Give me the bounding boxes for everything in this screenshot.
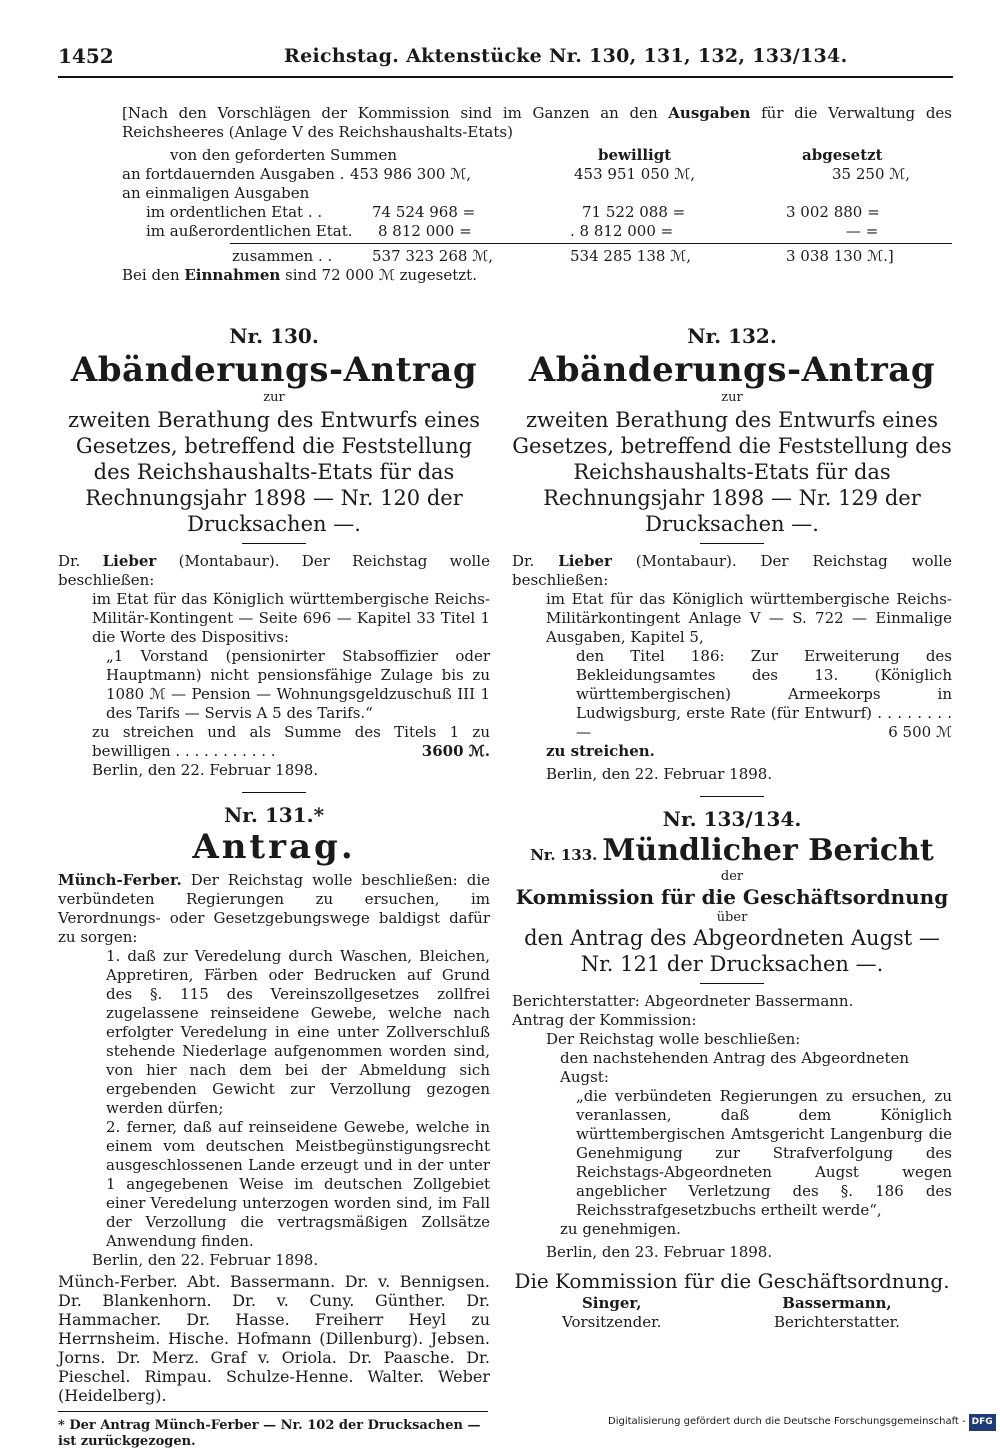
page-number: 1452 (58, 44, 114, 68)
row-abgesetzt: 3 002 880 = (786, 203, 880, 221)
nr131-title: Antrag. (192, 827, 356, 867)
nr132-author-prefix: Dr. (512, 552, 559, 570)
nr132-author-rest: (Montabaur). Der Reichstag wolle beschließen: (512, 552, 952, 589)
nr131-item-1: 1. daß zur Veredelung durch Waschen, Bleichen, Appretiren, Färben oder Bedrucken auf Grund des §. 115 des Vereinszollgesetzes zollfrei zugelassene reinseidene Gewebe, welche nach erfolgter Veredelung in eine unter Zollverschluß stehende Niederlage aufgenommen worden sind, von hier nach dem bei der Abmeldung sich ergebenden Gewicht zur Verzollung gezogen werden dürfen; (106, 947, 490, 1117)
nr132-end-rule (700, 796, 764, 797)
intro-ausgaben: Ausgaben (668, 104, 751, 122)
row-bewilligt: 453 951 050 ℳ, (574, 165, 696, 183)
nr131-intro-text: Der Reichstag wolle beschließen: die verbündeten Regierungen zu ersuchen, im Verordnungs- oder Gesetzgebungswege baldigst dafür zu sorgen: (58, 871, 490, 946)
total-bewilligt: 534 285 138 ℳ, (570, 247, 692, 265)
row-abgesetzt: 35 250 ℳ, (832, 165, 911, 183)
row-label: im ordentlichen Etat . . (146, 203, 323, 221)
nr132-amount: 6 500 ℳ (888, 723, 952, 741)
nr131-intro (58, 871, 490, 947)
row-label: an fortdauernden Ausgaben . (122, 165, 345, 183)
nr131-footnote: * Der Antrag Münch-Ferber — Nr. 102 der Drucksachen — ist zurückgezogen. (58, 1418, 481, 1449)
row-gefordert: 453 986 300 ℳ, (350, 165, 472, 183)
footnote-rule (58, 1411, 488, 1412)
nr130-subtitle: zweiten Berathung des Entwurfs eines Gesetzes, betreffend die Feststellung des Reichshaushalts-Etats für das Rechnungsjahr 1898 — Nr. 120 der Drucksachen —. (67, 408, 481, 536)
nr130-author-name: Lieber (102, 552, 157, 570)
nr133-subject: den Antrag des Abgeordneten Augst — Nr. 121 der Drucksachen —. (524, 926, 940, 976)
einnahmen-text-1: Bei den (122, 266, 185, 284)
total-gefordert: 537 323 268 ℳ, (372, 247, 494, 265)
nr131-date: Berlin, den 22. Februar 1898. (92, 1251, 319, 1269)
nr133-nachstehend: den nachstehenden Antrag des Abgeordneten Augst: (560, 1049, 910, 1086)
einnahmen-bold: Einnahmen (184, 266, 281, 284)
nr133-reporter: Berichterstatter: Abgeordneter Bassermann. (512, 992, 854, 1010)
nr132-author (512, 552, 952, 590)
nr132-rule (700, 543, 764, 544)
nr132-body-2-text: den Titel 186: Zur Erweiterung des Bekleidungsamtes des 13. (Königlich württembergischen) Armeekorps in Ludwigsburg, erste Rate (für Entwurf) . . . . . . . . — (576, 647, 952, 741)
row-label: an einmaligen Ausgaben (122, 184, 310, 202)
nr132-body-2 (512, 647, 952, 742)
header-gefordert: von den geforderten Summen (170, 146, 397, 164)
running-title: Reichstag. Aktenstücke Nr. 130, 131, 132, 133/134. (284, 45, 848, 67)
nr130-end-rule (242, 792, 306, 793)
sig-2-role: Berichterstatter. (774, 1313, 900, 1331)
nr130-amount: 3600 ℳ. (421, 742, 490, 760)
signature-2 (774, 1294, 900, 1332)
intro-text-2: für die Verwaltung des Reichsheeres (Anlage V des Reichshaushalts-Etats) (122, 104, 952, 141)
nr131-item-2: 2. ferner, daß auf reinseidene Gewebe, welche in einem vom deutschen Meistbegünstigungsrecht ausgeschlossenen Lande erzeugt und in der unter 1 angegebenen Weise im deutschen Zollgebiet einer Veredelung unterzogen worden sind, im Fall der Verzollung die vertragsmäßigen Zollsätze Anwendung finden. (106, 1118, 490, 1250)
nr131-author: Münch-Ferber. (58, 871, 182, 889)
nr132-number: Nr. 132. (687, 324, 777, 348)
signature-1 (562, 1294, 661, 1332)
nr130-number: Nr. 130. (229, 324, 319, 348)
nr133-prefix: Nr. 133. (530, 846, 598, 864)
sum-rule (230, 243, 952, 244)
nr133-antrag: Antrag der Kommission: (512, 1011, 697, 1029)
nr133-signatures (512, 1294, 952, 1334)
row-label: im außerordentlichen Etat. (146, 222, 353, 240)
sig-2-name: Bassermann, (782, 1294, 892, 1312)
nr132-title: Abänderungs-Antrag (528, 350, 936, 390)
einnahmen-row (122, 266, 954, 285)
nr132-author-name: Lieber (558, 552, 612, 570)
nr133-closing: Die Kommission für die Geschäftsordnung. (514, 1269, 950, 1293)
nr130-zur: zur (263, 390, 285, 405)
nr132-subtitle: zweiten Berathung des Entwurfs eines Gesetzes, betreffend die Feststellung des Reichshaushalts-Etats für das Rechnungsjahr 1898 — Nr. 129 der Drucksachen —. (512, 408, 952, 536)
nr130-body-1: im Etat für das Königlich württembergische Reichs-Militär-Kontingent — Seite 696 — Kapitel 33 Titel 1 die Worte des Dispositivs: (92, 590, 490, 646)
table-total-row (122, 247, 954, 266)
table-row (122, 184, 954, 203)
row-gefordert: 8 812 000 = (378, 222, 472, 240)
nr132-zur: zur (721, 390, 743, 405)
intro-text-1: [Nach den Vorschlägen der Kommission sind im Ganzen an den (122, 104, 669, 122)
header-abgesetzt: abgesetzt (802, 146, 883, 164)
header-bewilligt: bewilligt (598, 146, 672, 164)
nr133-genehmigen: zu genehmigen. (560, 1220, 681, 1238)
nr130-date: Berlin, den 22. Februar 1898. (92, 761, 319, 779)
nr130-author-prefix: Dr. (58, 552, 103, 570)
nr130-body-2-text: zu streichen und als Summe des Titels 1 zu bewilligen . . . . . . . . . . . (92, 723, 490, 760)
left-column (58, 324, 490, 1450)
row-abgesetzt: — = (846, 222, 879, 240)
nr133-date: Berlin, den 23. Februar 1898. (546, 1243, 773, 1261)
nr133-beschliessen: Der Reichstag wolle beschließen: (546, 1030, 801, 1048)
nr132-body-1: im Etat für das Königlich württembergische Reichs-Militärkontingent Anlage V — S. 722 — Einmalige Ausgaben, Kapitel 5, (546, 590, 952, 646)
total-abgesetzt: 3 038 130 ℳ.] (786, 247, 894, 265)
dfg-logo: DFG (969, 1414, 996, 1431)
sig-1-name: Singer, (581, 1294, 642, 1312)
row-bewilligt: 71 522 088 = (582, 203, 686, 221)
nr132-strike: zu streichen. (546, 742, 655, 760)
right-column (512, 324, 952, 1334)
nr133-title: Mündlicher Bericht (602, 833, 934, 868)
nr133-kommission: Kommission für die Geschäftsordnung (515, 885, 949, 909)
nr130-rule (242, 543, 306, 544)
nr133-number: Nr. 133/134. (662, 807, 802, 831)
nr131-number: Nr. 131.* (223, 803, 325, 827)
page-header (58, 44, 953, 74)
nr133-rule (700, 983, 764, 984)
intro-paragraph (122, 104, 952, 142)
nr133-ueber: über (716, 910, 748, 925)
row-gefordert: 74 524 968 = (372, 203, 476, 221)
nr133-der: der (720, 869, 744, 884)
nr130-author-rest: (Montabaur). Der Reichstag wolle beschließen: (58, 552, 490, 589)
nr133-heading (512, 833, 952, 869)
nr130-quote: „1 Vorstand (pensionirter Stabsoffizier oder Hauptmann) nicht pensionsfähige Zulage bis zu 1080 ℳ — Pension — Wohnungsgeldzuschuß III 1 des Tarifs — Servis A 5 des Tarifs.“ (106, 647, 490, 722)
nr130-body-2 (58, 723, 490, 761)
table-row (122, 165, 954, 184)
einnahmen-text-2: sind 72 000 ℳ zugesetzt. (280, 266, 477, 284)
nr132-date: Berlin, den 22. Februar 1898. (546, 765, 773, 783)
sig-1-role: Vorsitzender. (562, 1313, 662, 1331)
nr133-quote: „die verbündeten Regierungen zu ersuchen, zu veranlassen, daß dem Königlich württembergischen Amtsgericht Langenburg die Genehmigung zur Strafverfolgung des Reichstags-Abgeordneten Augst wegen angeblicher Verletzung des §. 186 des Reichsstrafgesetzbuchs ertheilt werde“, (576, 1087, 952, 1219)
nr131-signatories: Münch-Ferber. Abt. Bassermann. Dr. v. Bennigsen. Dr. Blankenhorn. Dr. v. Cuny. Günther. Dr. Hammacher. Dr. Hasse. Freiherr Heyl zu Herrnsheim. Hische. Hofmann (Dillenburg). Jebsen. Jorns. Dr. Merz. Graf v. Oriola. Dr. Paasche. Dr. Pieschel. Rimpau. Schulze-Henne. Walter. Weber (Heidelberg). (58, 1272, 490, 1405)
credit-text: Digitalisierung gefördert durch die Deutsche Forschungsgemeinschaft - (608, 1416, 966, 1427)
digitization-credit (608, 1413, 996, 1431)
budget-table (122, 146, 954, 285)
table-row (122, 203, 954, 222)
nr130-author (58, 552, 490, 590)
row-bewilligt: . 8 812 000 = (570, 222, 674, 240)
header-rule (58, 76, 953, 78)
nr130-title: Abänderungs-Antrag (70, 350, 478, 390)
total-label: zusammen . . (232, 247, 333, 265)
table-row (122, 222, 954, 241)
table-header-row (122, 146, 954, 165)
